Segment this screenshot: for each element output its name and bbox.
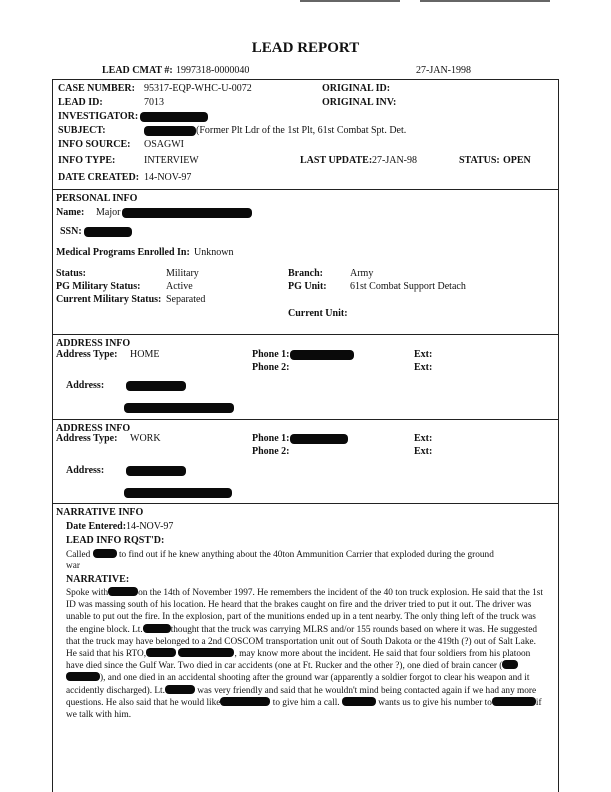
page-title: LEAD REPORT xyxy=(251,40,360,56)
redaction-narr xyxy=(178,648,234,657)
lead-cmat-value: 1997318-0000040 xyxy=(176,65,250,76)
narr-p5: ), and one died in an accidental shooting after the ground war (apparently a soldier forgot to clear his weapon and it accidently discharged). Lt. xyxy=(66,673,530,696)
narr-p8: wants us to give his number to xyxy=(378,697,492,708)
lead-info-rqst-label: LEAD INFO RQST'D: xyxy=(66,535,165,546)
investigator-label: INVESTIGATOR: xyxy=(58,111,139,122)
lead-cmat-label: LEAD CMAT #: xyxy=(102,65,173,76)
date-created-value: 14-NOV-97 xyxy=(144,172,192,183)
narr-p7: to give him a call. xyxy=(272,697,340,708)
narr-p6: was very friendly and said that he wouldn't mind being contacted again if we had any more questions. He also said that he would like xyxy=(66,685,537,708)
ssn-label: SSN: xyxy=(60,226,82,237)
redaction-name xyxy=(122,208,252,218)
status-row-label: Status: xyxy=(56,268,87,279)
address-label: Address: xyxy=(66,465,105,476)
pg-status-label: PG Military Status: xyxy=(56,281,141,292)
narr-p1: Spoke with xyxy=(66,588,109,598)
subject-value: (Former Plt Ldr of the 1st Plt, 61st Combat Spt. Det. xyxy=(196,125,407,136)
current-status-label: Current Military Status: xyxy=(56,294,162,305)
redaction-address-line1 xyxy=(126,381,186,391)
redaction-narr xyxy=(146,648,176,657)
narrative-label: NARRATIVE: xyxy=(66,574,130,585)
rqst-continued: war xyxy=(66,561,80,571)
pg-unit-label: PG Unit: xyxy=(288,281,327,292)
phone1-label: Phone 1: xyxy=(252,349,290,360)
status-row-value: Military xyxy=(166,268,199,279)
ext2-label: Ext: xyxy=(414,362,433,373)
redaction-narr xyxy=(492,697,536,706)
frame-left xyxy=(52,79,53,792)
report-date: 27-JAN-1998 xyxy=(416,65,471,76)
phone2-label: Phone 2: xyxy=(252,362,290,373)
ext1-label: Ext: xyxy=(414,349,433,360)
info-type-value: INTERVIEW xyxy=(144,155,199,166)
current-status-value: Separated xyxy=(166,294,206,305)
redaction-narr xyxy=(502,660,518,669)
lead-id-value: 7013 xyxy=(144,97,164,108)
lead-id-label: LEAD ID: xyxy=(58,97,103,108)
redaction-ssn xyxy=(84,227,132,237)
medical-value: Unknown xyxy=(194,247,234,258)
ext1-label: Ext: xyxy=(414,433,433,444)
narrative-body xyxy=(66,587,546,721)
rqst-post: to find out if he knew anything about the 40ton Ammunition Carrier that exploded during the ground xyxy=(118,550,494,560)
redaction-narr xyxy=(342,697,376,706)
info-type-label: INFO TYPE: xyxy=(58,155,116,166)
narrative-heading: NARRATIVE INFO xyxy=(56,507,144,518)
address-type-label: Address Type: xyxy=(56,433,118,444)
address-label: Address: xyxy=(66,380,105,391)
name-label: Name: xyxy=(56,207,85,218)
narr-p2: on the 14th of November 1997. He remembers the incident of the 40 ton truck explosion. He said that the 1st ID was massing south of his location. He heard that the brakes caught on fire and the driver tried to put it out. The driver was unable to put out the fire. In the explosion, part of the munitions ended up in a tent nearby. The only thing left of the truck was the engine block. Lt. xyxy=(66,588,543,635)
redaction-subject xyxy=(144,126,196,136)
redaction-narr xyxy=(143,624,171,633)
status-value: OPEN xyxy=(503,155,531,166)
address-type-value: HOME xyxy=(130,349,160,360)
redaction-investigator xyxy=(140,112,208,122)
redaction-narr xyxy=(66,672,100,681)
redaction-address-line2 xyxy=(124,403,234,413)
scan-mark xyxy=(420,0,550,2)
redaction-narr xyxy=(108,587,138,596)
ext2-label: Ext: xyxy=(414,446,433,457)
pg-status-value: Active xyxy=(166,281,193,292)
medical-label: Medical Programs Enrolled In: xyxy=(56,247,190,258)
subject-label: SUBJECT: xyxy=(58,125,106,136)
date-created-label: DATE CREATED: xyxy=(58,172,140,183)
address-type-value: WORK xyxy=(130,433,161,444)
info-source-value: OSAGWI xyxy=(144,139,184,150)
last-update-label: LAST UPDATE: xyxy=(300,155,373,166)
case-number-value: 95317-EQP-WHC-U-0072 xyxy=(144,83,252,94)
address-type-label: Address Type: xyxy=(56,349,118,360)
redaction-narr xyxy=(220,697,270,706)
divider xyxy=(52,189,558,190)
redaction-address-line2 xyxy=(124,488,232,498)
address-heading: ADDRESS INFO xyxy=(56,338,131,349)
status-label: STATUS: xyxy=(459,155,500,166)
frame-right xyxy=(558,79,559,792)
redaction-phone1 xyxy=(290,434,348,444)
narr-p3: thought that the truck was carrying MLRS and/or 155 rounds based on where it was. He suggested that the truck may have belonged to a 2nd COSCOM transportation unit out of South Dakota or the 419th (?) out of Salt Lake. He said that his RTO, xyxy=(66,624,538,660)
personal-info-heading: PERSONAL INFO xyxy=(56,193,138,204)
rqst-pre: Called xyxy=(66,550,91,560)
redaction-address-line1 xyxy=(126,466,186,476)
info-source-label: INFO SOURCE: xyxy=(58,139,131,150)
last-update-value: 27-JAN-98 xyxy=(372,155,417,166)
lead-info-rqst-text xyxy=(66,549,494,560)
frame-top xyxy=(52,79,558,80)
narr-p4: , may know more about the incident. He said that four soldiers from his platoon have died since the Gulf War. Two died in car accidents (one at Ft. Rucker and the other ?), one died of brain cancer ( xyxy=(66,649,531,672)
name-prefix: Major xyxy=(96,207,121,218)
pg-unit-value: 61st Combat Support Detach xyxy=(350,281,466,292)
divider xyxy=(52,503,558,504)
narr-p9: if we talk with him. xyxy=(66,697,542,721)
case-number-label: CASE NUMBER: xyxy=(58,83,135,94)
redaction-rqst-name xyxy=(93,549,117,558)
date-entered-value: 14-NOV-97 xyxy=(126,521,174,532)
branch-value: Army xyxy=(350,268,374,279)
address-heading: ADDRESS INFO xyxy=(56,423,131,434)
branch-label: Branch: xyxy=(288,268,323,279)
divider xyxy=(52,419,558,420)
current-unit-label: Current Unit: xyxy=(288,308,348,319)
redaction-narr xyxy=(165,685,195,694)
redaction-phone1 xyxy=(290,350,354,360)
date-entered-label: Date Entered: xyxy=(66,521,127,532)
phone2-label: Phone 2: xyxy=(252,446,290,457)
original-id-label: ORIGINAL ID: xyxy=(322,83,391,94)
divider xyxy=(52,334,558,335)
phone1-label: Phone 1: xyxy=(252,433,290,444)
scan-mark xyxy=(300,0,400,2)
original-inv-label: ORIGINAL INV: xyxy=(322,97,397,108)
